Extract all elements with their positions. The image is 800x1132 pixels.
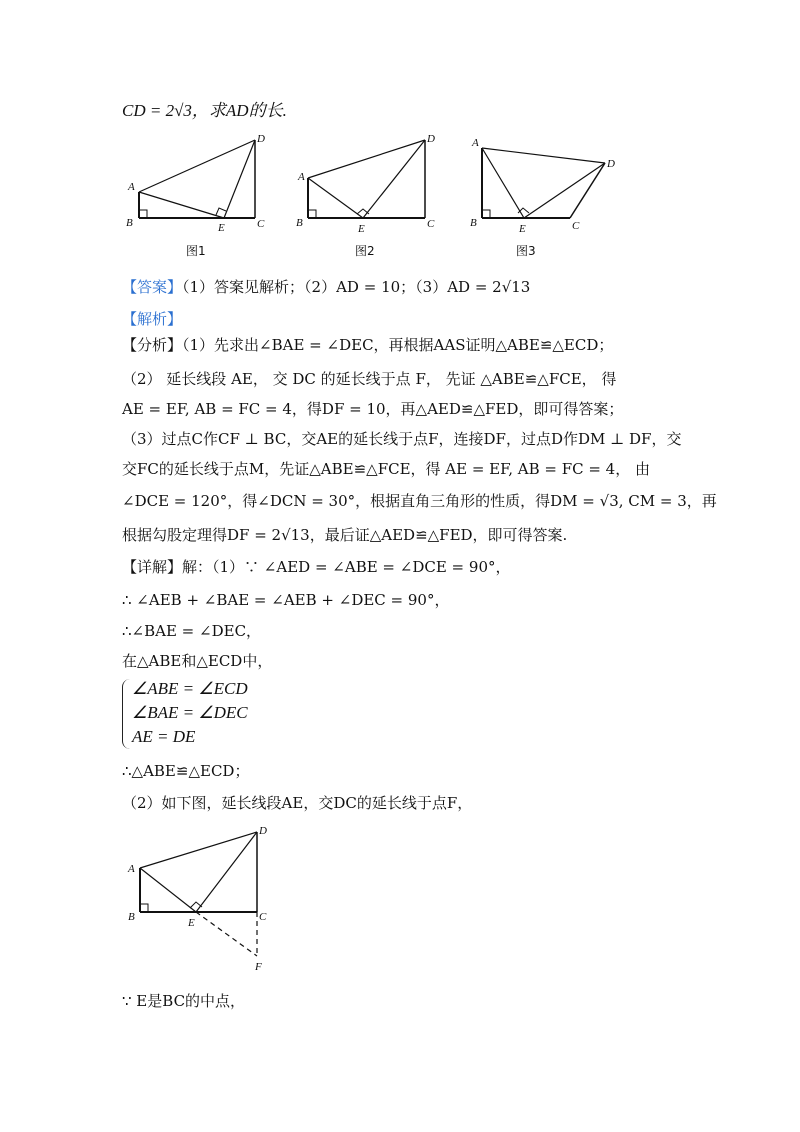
figure-1-caption: 图1 [186,244,206,258]
analysis-line-2: （2） 延长线段 AE， 交 DC 的延长线于点 F， 先证 △ABE≌△FCE， 得 [122,370,617,388]
analysis-line-7: 根据勾股定理得DF = 2√13，最后证△AED≌△FED，即可得答案. [122,526,568,544]
detail-line-3: ∴∠BAE = ∠DEC， [122,622,262,640]
label-b: B [128,911,135,923]
label-c: C [257,218,265,230]
analysis-line-3: AE = EF, AB = FC = 4，得DF = 10，再△AED≌△FED，即可得答案； [122,400,624,418]
figure-2 [290,130,450,260]
system-eq-2: ∠BAE = ∠DEC [132,703,248,722]
label-b: B [296,217,303,229]
label-e: E [519,223,526,235]
detail-line-7: ∵ E是BC的中点， [122,992,246,1010]
detail-line-5: ∴△ABE≌△ECD； [122,762,250,780]
system-brace [122,679,131,749]
label-a: A [298,171,305,183]
detail-line-4: 在△ABE和△ECD中， [122,652,273,670]
label-b: B [126,217,133,229]
detail-line-2: ∴ ∠AEB + ∠BAE = ∠AEB + ∠DEC = 90°， [122,591,450,609]
label-d: D [427,133,435,145]
detail-line-6: （2）如下图，延长线段AE，交DC的延长线于点F， [122,794,473,812]
detail-line-1: 【详解】解：（1）∵ ∠AED = ∠ABE = ∠DCE = 90°， [122,558,511,576]
analysis-line-5: 交FC的延长线于点M，先证△ABE≌△FCE，得 AE = EF, AB = FC = 4， 由 [122,460,650,478]
label-e: E [218,222,225,234]
label-d: D [257,133,265,145]
figure-2-caption: 图2 [355,244,375,258]
label-e: E [188,917,195,929]
label-e: E [358,223,365,235]
answer-line [122,276,530,298]
label-a: A [472,137,479,149]
figure-3 [462,130,622,260]
analysis-tag: 【解析】 [122,310,183,328]
figure-1 [120,130,280,260]
label-a: A [128,863,135,875]
analysis-line-4: （3）过点C作CF ⊥ BC，交AE的延长线于点F，连接DF，过点D作DM ⊥ DF，交 [122,430,682,448]
label-c: C [427,218,435,230]
label-d: D [259,825,267,837]
text-line-1: CD = 2√3，求AD的长. [122,101,287,120]
analysis-line-1: 【分析】（1）先求出∠BAE = ∠DEC，再根据AAS证明△ABE≌△ECD； [122,336,614,354]
analysis-line-6: ∠DCE = 120°，得∠DCN = 30°，根据直角三角形的性质，得DM = √3, CM = 3，再 [122,492,717,510]
label-b: B [470,217,477,229]
system-eq-3: AE = DE [132,727,196,746]
answer-text: （1）答案见解析；（2）AD = 10；（3）AD = 2√13 [182,278,531,296]
figure-3-caption: 图3 [516,244,536,258]
label-a: A [128,181,135,193]
label-c: C [572,220,580,232]
figure-4 [120,820,290,980]
system-eq-1: ∠ABE = ∠ECD [132,679,248,698]
label-d: D [607,158,615,170]
label-f: F [255,961,262,973]
label-c: C [259,911,267,923]
answer-tag: 【答案】 [122,278,183,296]
